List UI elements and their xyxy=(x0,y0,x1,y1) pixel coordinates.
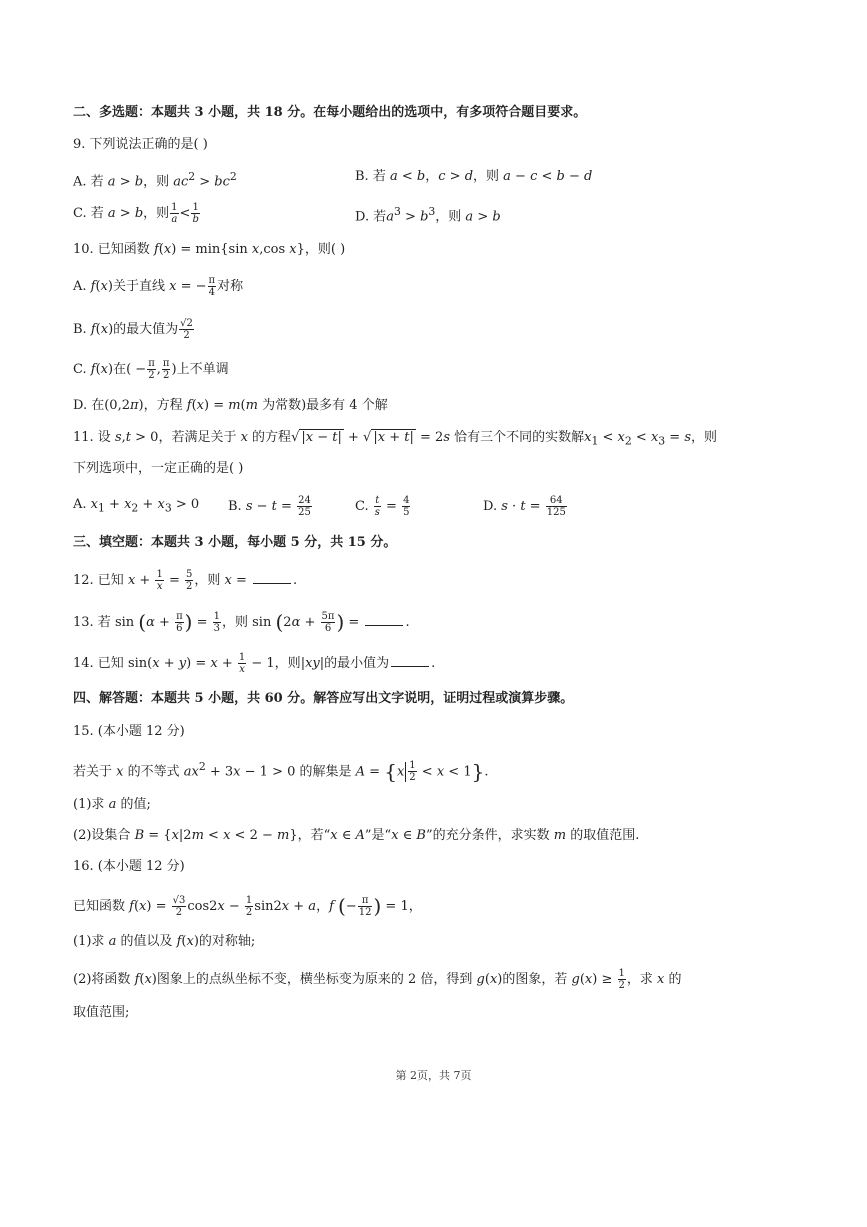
answer-blank xyxy=(253,571,291,584)
question-9-option-b: B. 若 a < b，c > d，则 a − c < b − d xyxy=(355,169,593,184)
question-11-option-a: A. $x_1 + x_2 + x_3 > 0$ xyxy=(73,497,200,515)
question-10-option-d: D. 在(0,2π)，方程 f(x) = m(m 为常数)最多有 4 个解 xyxy=(73,398,388,413)
section-multiple-choice-heading: 二、多选题：本题共 3 小题，共 18 分。在每小题给出的选项中，有多项符合题目要求。 xyxy=(73,105,587,120)
question-13: 13. 若 sin (α + $\frac{\pi}{6}$ ) = $\frac{1}{3}$ ，则 sin (2α + $\frac{5\pi}{6}$ ) = . xyxy=(73,610,410,634)
question-10-option-b: B. f(x)的最大值为 $\frac{√2}{2}$ xyxy=(73,318,193,341)
question-16-heading: 16. (本小题 12 分) xyxy=(73,859,185,874)
answer-blank xyxy=(391,654,429,667)
question-16-stem: 已知函数 f(x) = $\frac{√3}{2}$ cos2x − $\frac{1}{2}$ sin2x + a，f (− $\frac{\pi}{12}$ ) = 1， xyxy=(73,894,422,918)
question-15-part-2: (2)设集合 B = {x|2m < x < 2 − m}，若“x ∈ A”是“x ∈ B”的充分条件，求实数 m 的取值范围. xyxy=(73,828,640,843)
question-10-stem: 10. 已知函数 f(x) = min{sin x,cos x}，则( ) xyxy=(73,242,346,257)
question-11-stem: 11. 设 s,t > 0，若满足关于 x 的方程√ |x − t| + √ |x + t| = 2s 恰有三个不同的实数解$x_1 < x_2 < x_3 = s$，则 xyxy=(73,430,718,448)
question-16-part-2-line2: 取值范围; xyxy=(73,1005,130,1020)
page-footer: 第 2页，共 7页 xyxy=(395,1069,472,1082)
question-9-option-a: A. 若 a > b，则 $ac^2 > bc^2$ xyxy=(73,170,237,190)
answer-blank xyxy=(365,613,403,626)
question-16-part-1: (1)求 a 的值以及 f(x)的对称轴; xyxy=(73,934,256,949)
question-11-option-d: D. s · t = $\frac{64}{125}$ xyxy=(483,495,566,518)
question-9-stem: 9. 下列说法正确的是( ) xyxy=(73,137,208,152)
question-9-option-d: D. 若$a^3 > b^3$，则 a > b xyxy=(355,205,501,225)
question-11-option-c: C. $\frac{t}{s}$ = $\frac{4}{5}$ xyxy=(355,495,410,518)
question-15-heading: 15. (本小题 12 分) xyxy=(73,724,185,739)
section-fill-in-heading: 三、填空题：本题共 3 小题，每小题 5 分，共 15 分。 xyxy=(73,535,397,550)
question-14: 14. 已知 sin(x + y) = x + $\frac{1}{x}$ − 1，则|xy|的最小值为 . xyxy=(73,652,436,675)
question-11-option-b: B. s − t = $\frac{24}{25}$ xyxy=(228,495,311,518)
question-15-stem: 若关于 x 的不等式 $ax^2 + 3x - 1 > 0$ 的解集是 A = {x $\frac{1}{2}$ < x < 1}. xyxy=(73,759,489,784)
question-11-stem-line2: 下列选项中，一定正确的是( ) xyxy=(73,461,244,476)
section-solution-heading: 四、解答题：本题共 5 小题，共 60 分。解答应写出文字说明，证明过程或演算步骤。 xyxy=(73,691,574,706)
question-12: 12. 已知 x + $\frac{1}{x}$ = $\frac{5}{2}$ ，则 x = . xyxy=(73,569,298,592)
question-15-part-1: (1)求 a 的值; xyxy=(73,797,151,812)
question-9-option-c: C. 若 a > b，则 $\frac{1}{a}$ < $\frac{1}{b}$ xyxy=(73,202,199,225)
question-10-option-a: A. f(x)关于直线 x = − $\frac{\pi}{4}$ 对称 xyxy=(73,275,244,298)
question-16-part-2: (2)将函数 f(x)图象上的点纵坐标不变，横坐标变为原来的 2 倍，得到 g(x)的图象，若 g(x) ≥ $\frac{1}{2}$ ，求 x 的 xyxy=(73,968,682,991)
question-10-option-c: C. f(x)在( − $\frac{\pi}{2}$ , $\frac{\pi}{2}$ )上不单调 xyxy=(73,358,229,381)
